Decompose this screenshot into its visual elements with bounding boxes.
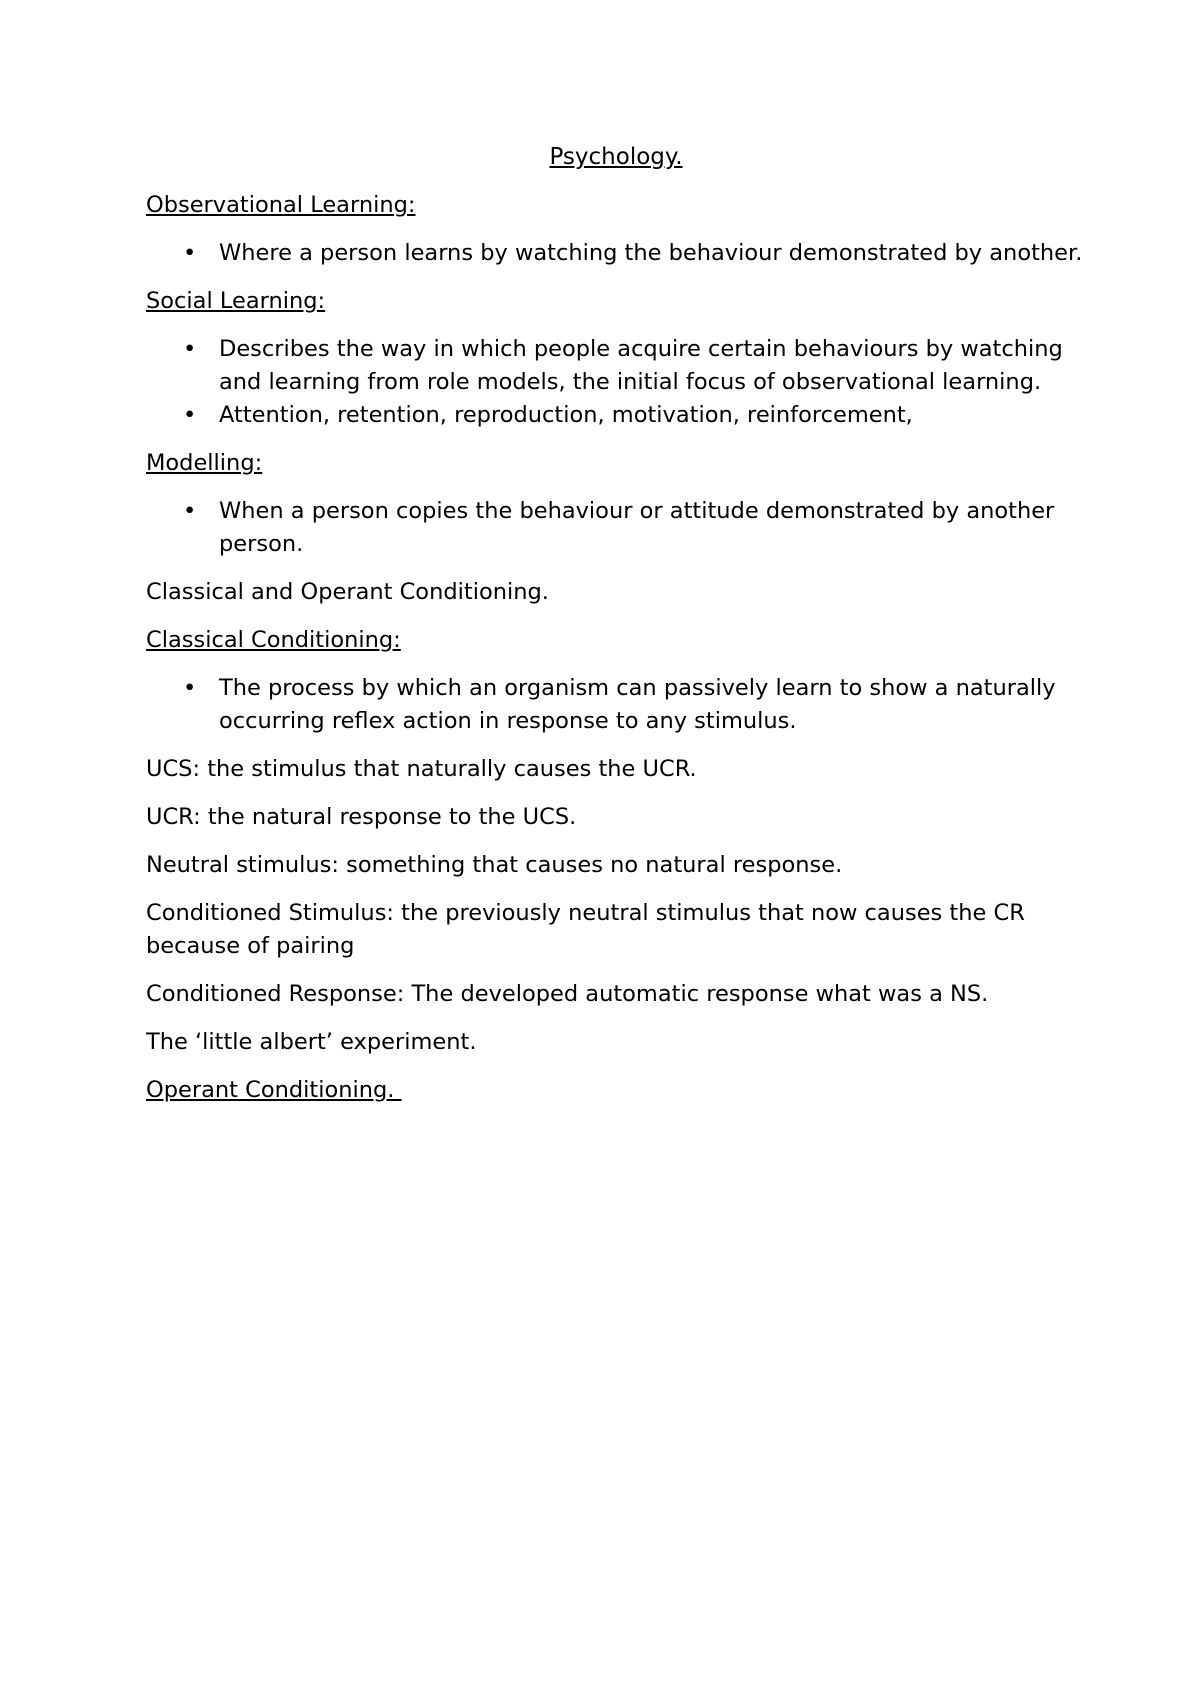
- list-item-text: The process by which an organism can passively learn to show a naturally occurring reflex action in response to any stimulus.: [219, 675, 1056, 734]
- document-title: Psychology.: [549, 144, 683, 170]
- list-item: [146, 495, 1086, 561]
- heading-modelling: Modelling:: [146, 450, 263, 476]
- bullet-list-modelling: [146, 495, 1086, 561]
- definition-conditioned-stimulus: Conditioned Stimulus: the previously neutral stimulus that now causes the CR because of pairing: [146, 900, 1025, 959]
- list-item-text: Describes the way in which people acquire certain behaviours by watching and learning from role models, the initial focus of observational learning.: [219, 336, 1063, 395]
- list-item: [146, 672, 1086, 738]
- bullet-glyph: •: [183, 240, 197, 266]
- list-item: [146, 237, 1086, 270]
- bullet-list-observational: [146, 237, 1086, 270]
- bullet-glyph: •: [183, 402, 197, 428]
- heading-social-learning: Social Learning:: [146, 288, 326, 314]
- heading-classical-conditioning: Classical Conditioning:: [146, 627, 401, 653]
- bullet-glyph: •: [183, 675, 197, 701]
- bullet-glyph: •: [183, 336, 197, 362]
- definition-ucs: UCS: the stimulus that naturally causes the UCR.: [146, 756, 697, 782]
- definition-conditioned-response: Conditioned Response: The developed automatic response what was a NS.: [146, 981, 989, 1007]
- definition-ucr: UCR: the natural response to the UCS.: [146, 804, 577, 830]
- conditioning-intro-paragraph: Classical and Operant Conditioning.: [146, 579, 549, 605]
- little-albert-paragraph: The ‘little albert’ experiment.: [146, 1029, 477, 1055]
- list-item-text: When a person copies the behaviour or attitude demonstrated by another person.: [219, 498, 1055, 557]
- document-body: [146, 140, 1086, 1122]
- bullet-list-classical: [146, 672, 1086, 738]
- heading-observational-learning: Observational Learning:: [146, 192, 416, 218]
- list-item: [146, 399, 1086, 432]
- definition-neutral-stimulus: Neutral stimulus: something that causes no natural response.: [146, 852, 843, 878]
- heading-operant-conditioning: Operant Conditioning.: [146, 1077, 402, 1103]
- list-item-text: Where a person learns by watching the behaviour demonstrated by another.: [219, 240, 1083, 266]
- bullet-list-social: [146, 333, 1086, 432]
- list-item: [146, 333, 1086, 399]
- list-item-text: Attention, retention, reproduction, motivation, reinforcement,: [219, 402, 913, 428]
- bullet-glyph: •: [183, 498, 197, 524]
